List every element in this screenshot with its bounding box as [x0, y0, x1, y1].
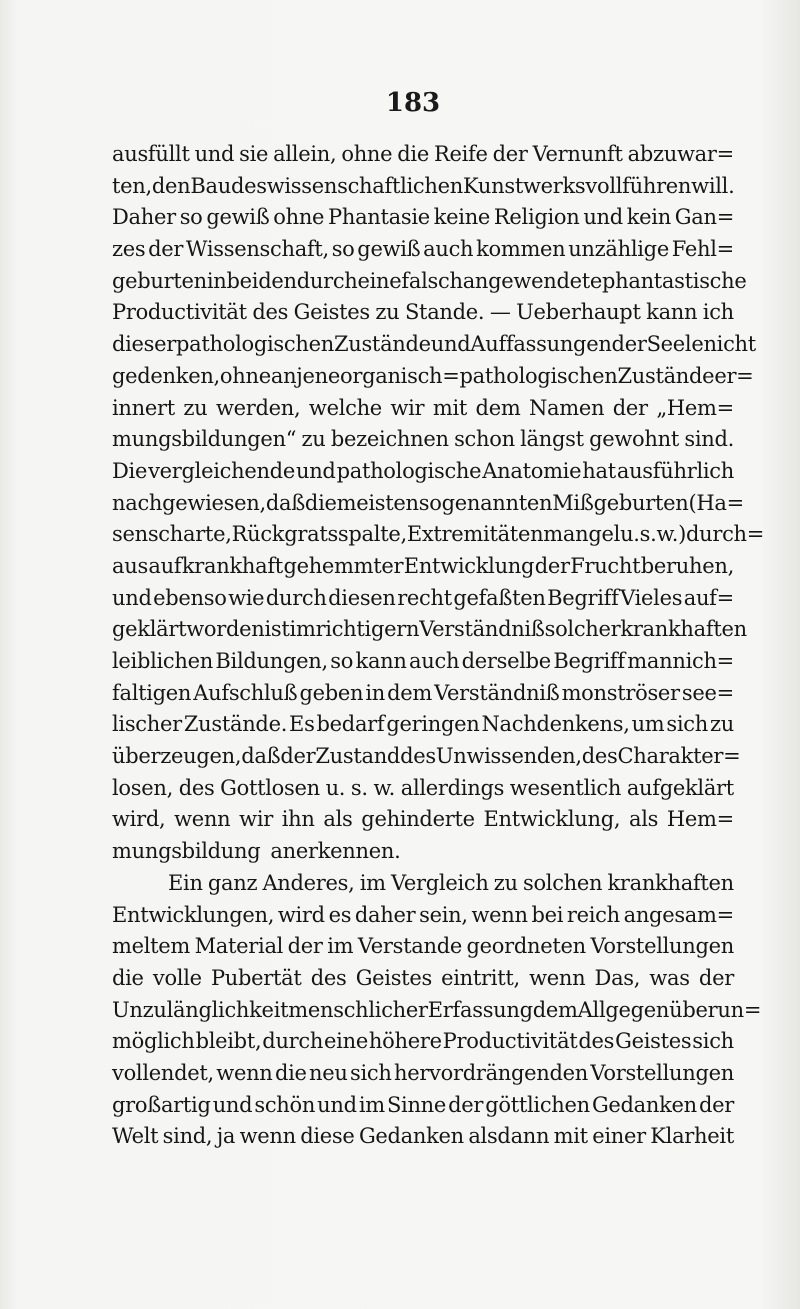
text-line: losen, des Gottlosen u. s. w. allerdings wesentlich aufgeklärt: [112, 775, 734, 800]
text-line: wird, wenn wir ihn als gehinderte Entwicklung, als Hem=: [112, 807, 734, 832]
text-line: lischer Zustände. Es bedarf geringen Nachdenkens, um sich zu: [112, 712, 734, 737]
text-line: Daher so gewiß ohne Phantasie keine Religion und kein Gan=: [112, 205, 734, 230]
text-line: nachgewiesen, daß die meisten sogenannten Mißgeburten (Ha=: [112, 490, 744, 515]
text-line: möglich bleibt, durch eine höhere Productivität des Geistes sich: [112, 1029, 734, 1054]
text-line: Welt sind, ja wenn diese Gedanken alsdann mit einer Klarheit: [112, 1124, 734, 1149]
text-line: geburten in beiden durch eine falsch angewendete phantastische: [112, 268, 747, 293]
text-line: großartig und schön und im Sinne der göttlichen Gedanken der: [112, 1092, 734, 1117]
text-line: mungsbildungen“ zu bezeichnen schon längst gewohnt sind.: [112, 427, 734, 452]
text-line: vollendet, wenn die neu sich hervordrängenden Vorstellungen: [112, 1060, 734, 1085]
text-line: aus auf krankhaft gehemmter Entwicklung der Frucht beruhen,: [112, 553, 734, 578]
text-line: meltem Material der im Verstande geordneten Vorstellungen: [112, 934, 734, 959]
text-line: geklärt worden ist im richtigern Verständniß solcher krankhaften: [112, 617, 747, 642]
text-line: überzeugen, daß der Zustand des Unwissenden, des Charakter=: [112, 744, 741, 769]
text-line: gedenken, ohne an jene organisch=pathologischen Zustände er=: [112, 363, 754, 388]
text-line: dieser pathologischen Zustände und Auffassungen der Seele nicht: [112, 332, 756, 357]
text-line: ten, den Bau des wissenschaftlichen Kunstwerks vollführen will.: [112, 173, 735, 198]
text-line: Entwicklungen, wird es daher sein, wenn bei reich angesam=: [112, 902, 734, 927]
text-line: senscharte, Rückgratsspalte, Extremitätenmangel u. s. w.) durch=: [112, 522, 765, 547]
text-line: ausfüllt und sie allein, ohne die Reife der Vernunft abzuwar=: [112, 142, 734, 166]
text-line: mungsbildung anerkennen.: [112, 839, 401, 864]
text-line: faltigen Aufschluß geben in dem Verständniß monströser see=: [112, 680, 734, 705]
text-line: die volle Pubertät des Geistes eintritt, wenn Das, was der: [112, 965, 734, 990]
page-number: 183: [385, 88, 441, 118]
text-line: Unzulänglichkeit menschlicher Erfassung dem All gegenüber un=: [112, 997, 762, 1022]
body-text: [112, 139, 765, 1153]
text-line: innert zu werden, welche wir mit dem Namen der „Hem=: [112, 395, 734, 420]
text-line: und ebenso wie durch diesen recht gefaßten Begriff Vieles auf=: [112, 585, 734, 610]
text-line: zes der Wissenschaft, so gewiß auch kommen unzählige Fehl=: [112, 237, 734, 262]
text-line: Ein ganz Anderes, im Vergleich zu solchen krankhaften: [168, 870, 734, 895]
text-line: Productivität des Geistes zu Stande. — Ueberhaupt kann ich: [112, 300, 734, 325]
text-line: Die vergleichende und pathologische Anatomie hat ausführlich: [112, 458, 734, 483]
text-line: leiblichen Bildungen, so kann auch derselbe Begriff mannich=: [112, 649, 734, 673]
